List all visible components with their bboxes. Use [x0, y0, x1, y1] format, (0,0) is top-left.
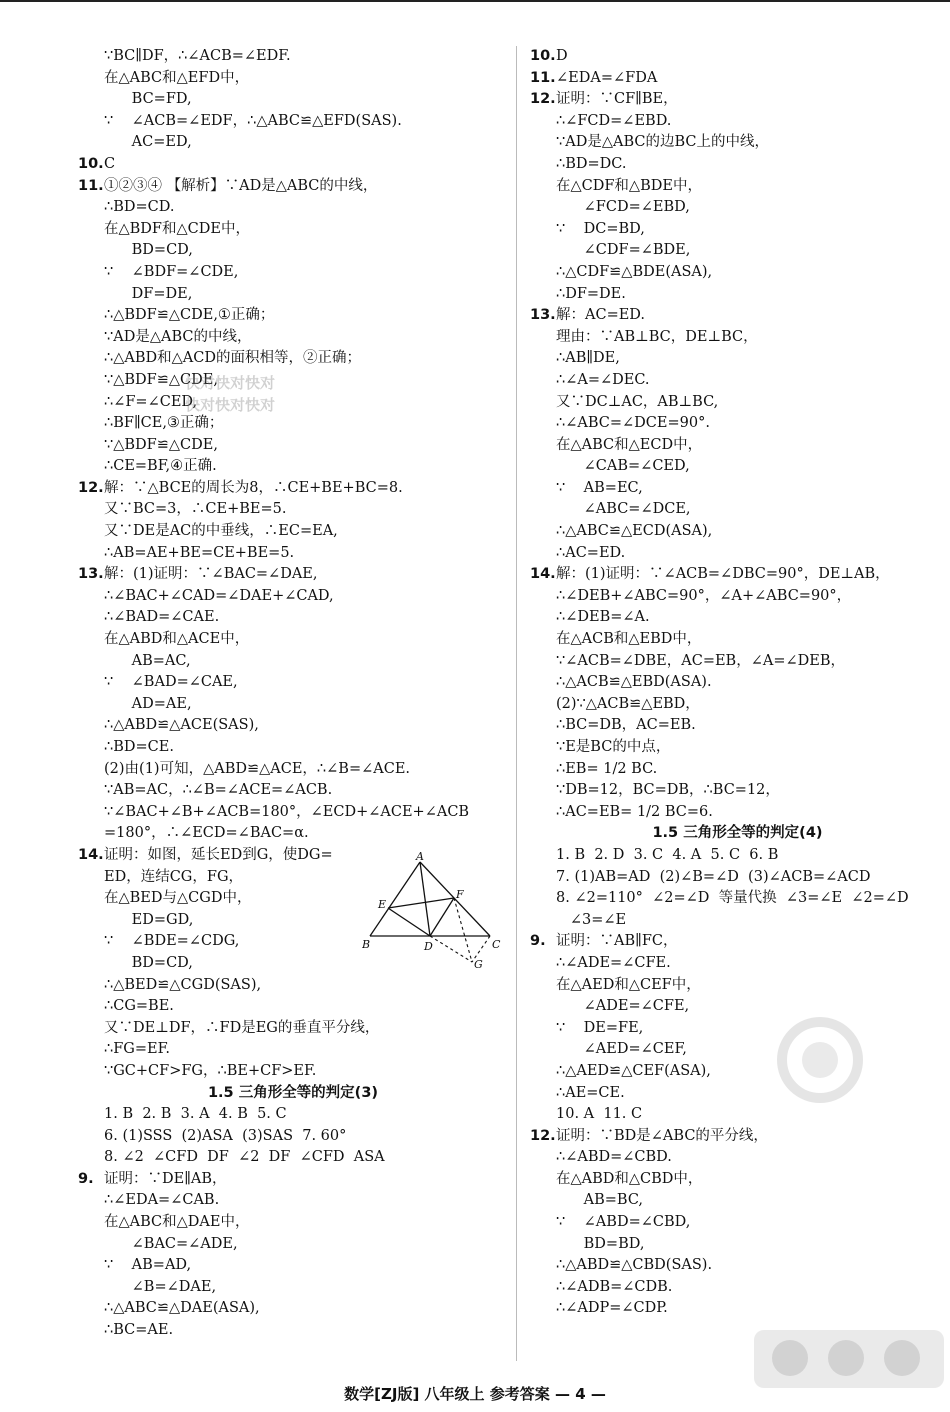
answer-text: ∴DF=DE.	[556, 285, 626, 302]
answer-line	[78, 89, 508, 111]
answer-line	[530, 975, 945, 997]
answer-text: ∠ADE=∠CFE,	[556, 998, 690, 1015]
answer-text: ∵BC∥DF，∴∠ACB=∠EDF.	[104, 48, 291, 64]
answer-text: ∴AB∥DE,	[556, 350, 620, 367]
answer-line	[78, 284, 508, 306]
answer-line	[530, 240, 945, 262]
answer-line	[530, 1212, 945, 1234]
answer-text: ∴BD=DC.	[556, 155, 627, 172]
answer-text: ∵ ∠BDE=∠CDG,	[104, 933, 240, 950]
answer-text: ∴△ABD和△ACD的面积相等，②正确；	[104, 350, 361, 367]
top-rule	[0, 0, 950, 2]
answer-text: ∴FG=EF.	[104, 1041, 171, 1058]
answer-line	[78, 543, 508, 565]
answer-text: ∵ ∠ACB=∠EDF，∴△ABC≌△EFD(SAS).	[104, 112, 402, 129]
answer-line	[530, 499, 945, 521]
answer-text: ∴∠DEB=∠A.	[556, 609, 650, 626]
answer-line	[530, 867, 945, 889]
answer-text: ①②③④ 【解析】∵AD是△ABC的中线，	[104, 177, 378, 194]
answer-line	[78, 521, 508, 543]
answer-line	[78, 435, 508, 457]
answer-text: 证明：∵BD是∠ABC的平分线，	[556, 1127, 768, 1144]
answer-line	[78, 1061, 508, 1083]
question-line	[530, 305, 945, 327]
answer-line	[78, 823, 508, 845]
question-number: 12.	[530, 91, 556, 108]
answer-line	[530, 348, 945, 370]
answer-text: ∴AC=EB= 1/2 BC=6.	[556, 803, 713, 820]
answer-text: ∵AD是△ABC的中线，	[104, 328, 252, 345]
edge-AD	[420, 862, 430, 936]
section-title-text: 1.5 三角形全等的判定(3)	[207, 1084, 379, 1101]
answer-line	[530, 780, 945, 802]
answer-text: 10. A 11. C	[556, 1106, 643, 1123]
answer-text: ∴BD=CE.	[104, 739, 174, 755]
answer-line	[78, 132, 508, 154]
answer-text: C	[104, 155, 116, 172]
answer-line	[530, 607, 945, 629]
watermark-line: 快对快对快对	[185, 396, 276, 414]
answer-line	[78, 1104, 508, 1126]
edge-EF	[388, 898, 454, 908]
answer-line	[78, 1298, 508, 1320]
answer-line	[78, 219, 508, 241]
answer-line	[78, 456, 508, 478]
answer-text: ∴AB=AE+BE=CE+BE=5.	[104, 544, 295, 561]
answer-line	[530, 521, 945, 543]
answer-line	[78, 1018, 508, 1040]
answer-line	[78, 305, 508, 327]
answer-text: 证明：∵CF∥BE，	[556, 91, 678, 108]
answer-text: =180°，∴∠ECD=∠BAC=α.	[104, 825, 309, 842]
answer-line	[78, 1255, 508, 1277]
label-F: F	[456, 888, 464, 901]
answer-line	[530, 715, 945, 737]
answer-text: 在△BDF和△CDE中，	[104, 220, 250, 237]
question-line	[78, 564, 508, 586]
answer-line	[530, 370, 945, 392]
question-number: 14.	[78, 846, 104, 863]
answer-text: ∴CE=BF,④正确.	[104, 458, 217, 475]
answer-text: 1. B 2. B 3. A 4. B 5. C	[104, 1106, 287, 1123]
answer-text: 又∵DC⊥AC，AB⊥BC,	[556, 393, 719, 410]
watermark-line: 快对快对快对	[185, 374, 276, 392]
answer-text: ∴EB= 1/2 BC.	[556, 760, 658, 777]
answer-line	[78, 1234, 508, 1256]
answer-text: BC=FD,	[104, 91, 192, 108]
answer-line	[530, 327, 945, 349]
answer-line	[530, 586, 945, 608]
answer-text: 在△CDF和△BDE中，	[556, 177, 702, 194]
answer-text: ∴BC=AE.	[104, 1322, 174, 1339]
answer-text: ∴BD=CD.	[104, 199, 175, 216]
answer-line	[530, 1255, 945, 1277]
answer-line	[78, 370, 508, 392]
answer-text: ∵△BDF≌△CDE,	[104, 436, 218, 453]
left-column	[78, 46, 508, 1342]
answer-text: ∴CG=BE.	[104, 998, 174, 1015]
answer-text: ∵GC+CF>FG，∴BE+CF>EF.	[104, 1062, 317, 1079]
page-footer: 数学[ZJ版] 八年级上 参考答案 — 4 —	[344, 1385, 606, 1403]
answer-line	[78, 737, 508, 759]
answer-text: ∵ AB=EC,	[556, 479, 643, 496]
answer-text: 解：∵△BCE的周长为8，∴CE+BE+BC=8.	[104, 479, 403, 496]
answer-line	[530, 694, 945, 716]
answer-line	[530, 219, 945, 241]
answer-text: 8. ∠2 ∠CFD DF ∠2 DF ∠CFD ASA	[104, 1149, 385, 1166]
answer-text: AB=AC,	[104, 652, 191, 669]
answer-line	[530, 456, 945, 478]
answer-text: 在△ABC和△EFD中，	[104, 69, 250, 86]
answer-text: 在△ABC和△ECD中，	[556, 436, 703, 453]
answer-line	[530, 132, 945, 154]
question-number: 13.	[78, 566, 104, 583]
answer-text: DF=DE,	[104, 285, 193, 302]
answer-line	[78, 629, 508, 651]
answer-text: ∴AC=ED.	[556, 544, 626, 561]
section-title-text: 1.5 三角形全等的判定(4)	[652, 825, 823, 842]
answer-line	[78, 780, 508, 802]
answer-line	[530, 478, 945, 500]
answer-text: 证明：∵AB∥FC，	[556, 933, 678, 950]
answer-text: 解：(1)证明：∵∠BAC=∠DAE,	[104, 566, 318, 583]
answer-line	[78, 1320, 508, 1342]
answer-text: 1. B 2. D 3. C 4. A 5. C 6. B	[556, 846, 779, 863]
answer-line	[78, 802, 508, 824]
answer-line	[78, 1277, 508, 1299]
answer-text: ∴∠ABD=∠CBD.	[556, 1149, 672, 1166]
answer-text: 又∵BC=3，∴CE+BE=5.	[104, 501, 287, 518]
answer-text: BD=CD,	[104, 954, 193, 971]
answer-text: (2)∵△ACB≌△EBD，	[556, 695, 700, 712]
answer-line	[530, 1277, 945, 1299]
answer-line	[78, 759, 508, 781]
answer-text: 在△ABD和△CBD中，	[556, 1170, 703, 1187]
answer-text: ∴△ABC≌△ECD(ASA),	[556, 523, 713, 540]
answer-text: ∵ AB=AD,	[104, 1257, 192, 1274]
question-line	[78, 154, 508, 176]
answer-line	[78, 715, 508, 737]
answer-line	[78, 1212, 508, 1234]
answer-line	[530, 910, 945, 932]
answer-text: ∵DB=12，BC=DB，∴BC=12，	[556, 782, 780, 799]
answer-line	[530, 953, 945, 975]
answer-line	[530, 111, 945, 133]
answer-text: 7. (1)AB=AD (2)∠B=∠D (3)∠ACB=∠ACD	[556, 868, 871, 885]
answer-line	[530, 672, 945, 694]
answer-text: ∴∠BAC+∠CAD=∠DAE+∠CAD,	[104, 587, 334, 604]
question-line	[530, 89, 945, 111]
answer-line	[530, 543, 945, 565]
answer-line	[78, 694, 508, 716]
triangle-figure	[362, 852, 510, 970]
answer-line	[78, 672, 508, 694]
answer-text: ∴△BED≌△CGD(SAS),	[104, 976, 262, 993]
answer-line	[78, 68, 508, 90]
answer-text: ∴△AED≌△CEF(ASA),	[556, 1062, 711, 1079]
answer-text: ∵ DE=FE,	[556, 1019, 644, 1036]
answer-text: ∠AED=∠CEF,	[556, 1041, 687, 1058]
answer-text: ∵ DC=BD,	[556, 220, 645, 237]
answer-text: ∴△ABD≌△CBD(SAS).	[556, 1257, 713, 1274]
answer-line	[78, 413, 508, 435]
answer-line	[530, 154, 945, 176]
answer-text: ∴BC=DB，AC=EB.	[556, 717, 696, 734]
answer-line	[530, 1298, 945, 1320]
answer-text: ED=GD,	[104, 911, 194, 928]
answer-text: ∵ ∠BAD=∠CAE,	[104, 674, 238, 691]
answer-line	[530, 435, 945, 457]
label-E: E	[378, 898, 387, 911]
question-number: 9.	[78, 1170, 94, 1187]
answer-text: 又∵DE⊥DF，∴FD是EG的垂直平分线，	[104, 1019, 380, 1036]
column-divider	[516, 46, 517, 1361]
answer-line	[78, 651, 508, 673]
edge-DF	[430, 898, 454, 936]
answer-text: ∴BF∥CE,③正确；	[104, 415, 224, 432]
answer-text: ∴∠DEB+∠ABC=90°，∠A+∠ABC=90°，	[556, 587, 852, 604]
answer-text: 解：(1)证明：∵∠ACB=∠DBC=90°，DE⊥AB，	[556, 566, 890, 583]
answer-text: ∴∠FCD=∠EBD.	[556, 112, 672, 129]
answer-line	[78, 499, 508, 521]
watermark-text	[185, 372, 275, 416]
label-G: G	[474, 958, 483, 970]
question-number: 10.	[530, 48, 556, 64]
answer-line	[530, 888, 945, 910]
answer-line	[530, 262, 945, 284]
answer-text: ∵ ∠BDF=∠CDE,	[104, 263, 239, 280]
answer-text: ∴∠BAD=∠CAE.	[104, 609, 220, 626]
label-A: A	[416, 852, 424, 863]
answer-text: 理由：∵AB⊥BC，DE⊥BC，	[556, 328, 758, 345]
answer-text: 8. ∠2=110° ∠2=∠D 等量代换 ∠3=∠E ∠2=∠D	[556, 890, 909, 907]
answer-line	[530, 845, 945, 867]
question-line	[530, 931, 945, 953]
answer-text: 在△AED和△CEF中，	[556, 976, 701, 993]
answer-line	[530, 759, 945, 781]
answer-text: ∵E是BC的中点，	[556, 739, 671, 755]
answer-line	[78, 975, 508, 997]
answer-text: ∴△CDF≌△BDE(ASA),	[556, 263, 713, 280]
answer-text: ∴△ABC≌△DAE(ASA),	[104, 1300, 260, 1317]
answer-line	[530, 1190, 945, 1212]
answer-text: ∴∠ADB=∠CDB.	[556, 1278, 673, 1295]
answer-text: 解：AC=ED.	[556, 307, 646, 324]
answer-text: ∴∠ABC=∠DCE=90°.	[556, 415, 710, 432]
answer-text: BD=BD,	[556, 1235, 645, 1252]
answer-text: ∴△ACB≌△EBD(ASA).	[556, 674, 712, 691]
question-line	[530, 564, 945, 586]
answer-line	[530, 737, 945, 759]
answer-text: ∴△ABD≌△ACE(SAS),	[104, 717, 259, 734]
answer-line	[78, 586, 508, 608]
question-number: 12.	[78, 479, 104, 496]
answer-text: BD=CD,	[104, 242, 193, 259]
answer-line	[78, 1190, 508, 1212]
question-line	[78, 1169, 508, 1191]
answer-text: ∴△BDF≌△CDE,①正确；	[104, 307, 275, 324]
answer-text: 在△BED与△CGD中，	[104, 890, 252, 907]
answer-line	[530, 1234, 945, 1256]
answer-text: ∴∠A=∠DEC.	[556, 371, 650, 388]
answer-text: 在△ABC和△DAE中，	[104, 1214, 250, 1231]
answer-line	[78, 1126, 508, 1148]
answer-text: ∴∠F=∠CED,	[104, 393, 198, 410]
answer-text: AB=BC,	[556, 1192, 644, 1209]
answer-text: 6. (1)SSS (2)ASA (3)SAS 7. 60°	[104, 1127, 347, 1144]
answer-text: ∴∠EDA=∠CAB.	[104, 1192, 220, 1209]
answer-line	[78, 392, 508, 414]
answer-line	[530, 392, 945, 414]
answer-text: ∠EDA=∠FDA	[556, 69, 658, 86]
answer-text: ∠CDF=∠BDE,	[556, 242, 691, 259]
answer-text: ∵∠BAC+∠B+∠ACB=180°，∠ECD+∠ACE+∠ACB	[104, 803, 470, 820]
question-line	[530, 46, 945, 68]
question-line	[78, 478, 508, 500]
answer-line	[78, 46, 508, 68]
answer-line	[530, 197, 945, 219]
watermark-logo-icon	[770, 1010, 890, 1180]
answer-text: ED，连结CG，FG，	[104, 868, 244, 885]
answer-line	[78, 240, 508, 262]
answer-text: ∴∠ADE=∠CFE.	[556, 954, 671, 971]
answer-line	[78, 262, 508, 284]
question-line	[78, 176, 508, 198]
answer-line	[78, 348, 508, 370]
answer-text: ∵∠ACB=∠DBE，AC=EB，∠A=∠DEB，	[556, 652, 846, 669]
question-number: 11.	[530, 69, 556, 86]
answer-text: 又∵DE是AC的中垂线，∴EC=EA,	[104, 523, 338, 540]
edge-AC	[420, 862, 490, 936]
question-number: 10.	[78, 155, 104, 172]
question-line	[530, 68, 945, 90]
answer-text: ∵ ∠ABD=∠CBD,	[556, 1214, 691, 1231]
question-number: 9.	[530, 933, 546, 950]
answer-line	[530, 651, 945, 673]
answer-text: D	[556, 48, 568, 64]
answer-text: ∠B=∠DAE,	[104, 1278, 217, 1295]
answer-text: ∠FCD=∠EBD,	[556, 199, 690, 216]
answer-line	[78, 197, 508, 219]
label-B: B	[362, 938, 371, 951]
answer-text: 证明：∵DE∥AB，	[104, 1170, 227, 1187]
answer-text: 证明：如图，延长ED到G，使DG=	[104, 846, 333, 863]
answer-text: 在△ABD和△ACE中，	[104, 631, 250, 648]
answer-text: ∠ABC=∠DCE,	[556, 501, 691, 518]
answer-text: ∠BAC=∠ADE,	[104, 1235, 238, 1252]
answer-text: ∠3=∠E	[556, 911, 627, 928]
answer-line	[78, 607, 508, 629]
answer-line	[78, 327, 508, 349]
answer-line	[78, 111, 508, 133]
section-title	[78, 1083, 508, 1105]
answer-line	[78, 996, 508, 1018]
answer-line	[530, 176, 945, 198]
answer-text: ∵AD是△ABC的边BC上的中线，	[556, 134, 769, 151]
answer-line	[78, 1039, 508, 1061]
question-number: 12.	[530, 1127, 556, 1144]
answer-text: 在△ACB和△EBD中，	[556, 631, 702, 648]
label-C: C	[492, 938, 501, 951]
answer-text: ∴AE=CE.	[556, 1084, 625, 1101]
answer-text: AC=ED,	[104, 134, 192, 151]
answer-text: (2)由(1)可知，△ABD≌△ACE，∴∠B=∠ACE.	[104, 760, 411, 777]
answer-text: ∠CAB=∠CED,	[556, 458, 690, 475]
answer-line	[530, 284, 945, 306]
answer-line	[78, 1147, 508, 1169]
answer-text: ∵△BDF≌△CDE,	[104, 371, 218, 388]
answer-line	[530, 629, 945, 651]
label-D: D	[424, 940, 433, 953]
answer-line	[530, 802, 945, 824]
answer-text: ∵AB=AC，∴∠B=∠ACE=∠ACB.	[104, 782, 333, 799]
edge-ED	[388, 908, 430, 936]
section-title	[530, 823, 945, 845]
question-number: 14.	[530, 566, 556, 583]
answer-text: AD=AE,	[104, 695, 192, 712]
answer-text: ∴∠ADP=∠CDP.	[556, 1300, 668, 1317]
question-number: 11.	[78, 177, 104, 194]
question-number: 13.	[530, 307, 556, 324]
answer-line	[530, 413, 945, 435]
